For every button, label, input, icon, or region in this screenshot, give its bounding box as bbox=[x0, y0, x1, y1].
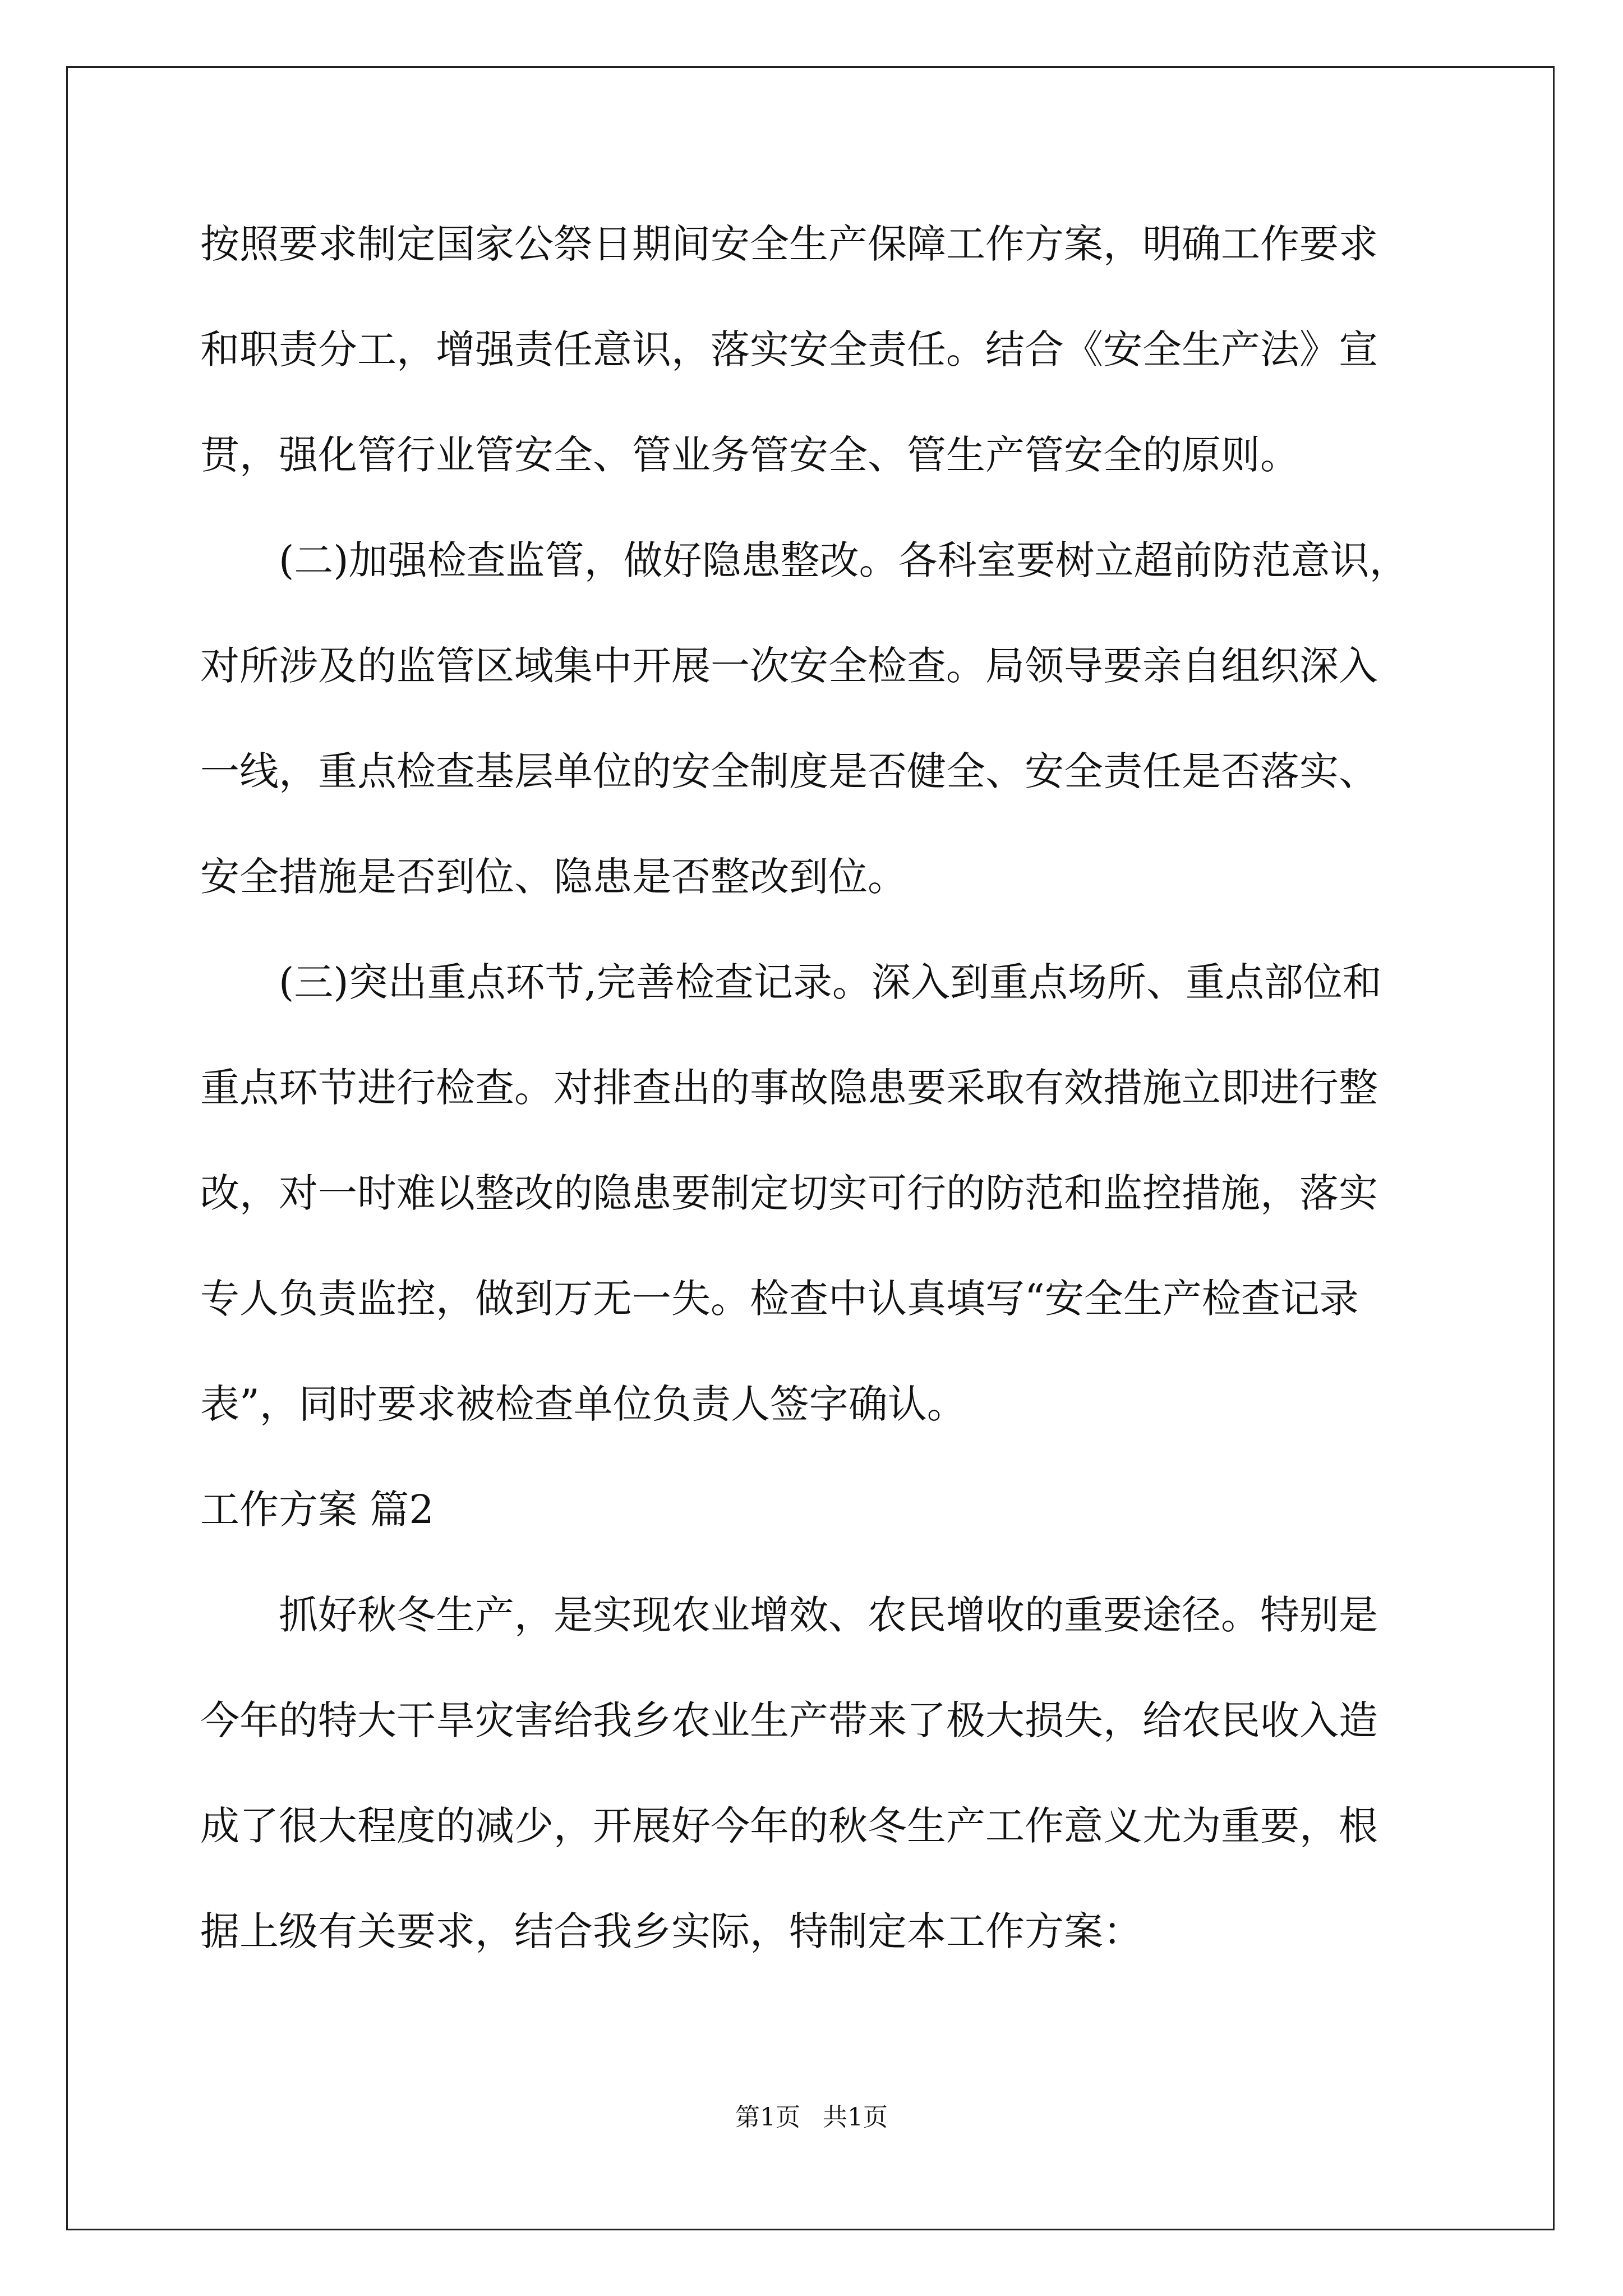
page-total: 共1页 bbox=[823, 2103, 888, 2132]
section-heading: 工作方案 篇2 bbox=[200, 1487, 434, 1533]
text-line: 重点环节进行检查。对排查出的事故隐患要采取有效措施立即进行整 bbox=[200, 1065, 1378, 1111]
text-line: 抓好秋冬生产，是实现农业增效、农民增收的重要途径。特别是 bbox=[279, 1592, 1378, 1638]
text-line: (二)加强检查监管，做好隐患整改。各科室要树立超前防范意识， bbox=[279, 537, 1409, 583]
text-line: 成了很大程度的减少，开展好今年的秋冬生产工作意义尤为重要，根 bbox=[200, 1803, 1378, 1849]
page-footer bbox=[0, 2101, 1623, 2134]
page-number: 第1页 bbox=[735, 2103, 800, 2132]
text-line: 专人负责监控，做到万无一失。检查中认真填写“安全生产检查记录 bbox=[200, 1276, 1359, 1322]
text-line: (三)突出重点环节,完善检查记录。深入到重点场所、重点部位和 bbox=[279, 959, 1382, 1005]
text-line: 今年的特大干旱灾害给我乡农业生产带来了极大损失，给农民收入造 bbox=[200, 1697, 1378, 1743]
text-line: 改，对一时难以整改的隐患要制定切实可行的防范和监控措施，落实 bbox=[200, 1170, 1378, 1216]
text-line: 表”，同时要求被检查单位负责人签字确认。 bbox=[200, 1381, 966, 1427]
text-line: 据上级有关要求，结合我乡实际，特制定本工作方案： bbox=[200, 1908, 1142, 1954]
text-line: 按照要求制定国家公祭日期间安全生产保障工作方案，明确工作要求 bbox=[200, 221, 1378, 267]
text-line: 对所涉及的监管区域集中开展一次安全检查。局领导要亲自组织深入 bbox=[200, 643, 1378, 689]
text-line: 一线，重点检查基层单位的安全制度是否健全、安全责任是否落实、 bbox=[200, 748, 1378, 794]
text-line: 安全措施是否到位、隐患是否整改到位。 bbox=[200, 854, 907, 900]
text-line: 贯，强化管行业管安全、管业务管安全、管生产管安全的原则。 bbox=[200, 432, 1299, 478]
text-line: 和职责分工，增强责任意识，落实安全责任。结合《安全生产法》宣 bbox=[200, 326, 1378, 372]
